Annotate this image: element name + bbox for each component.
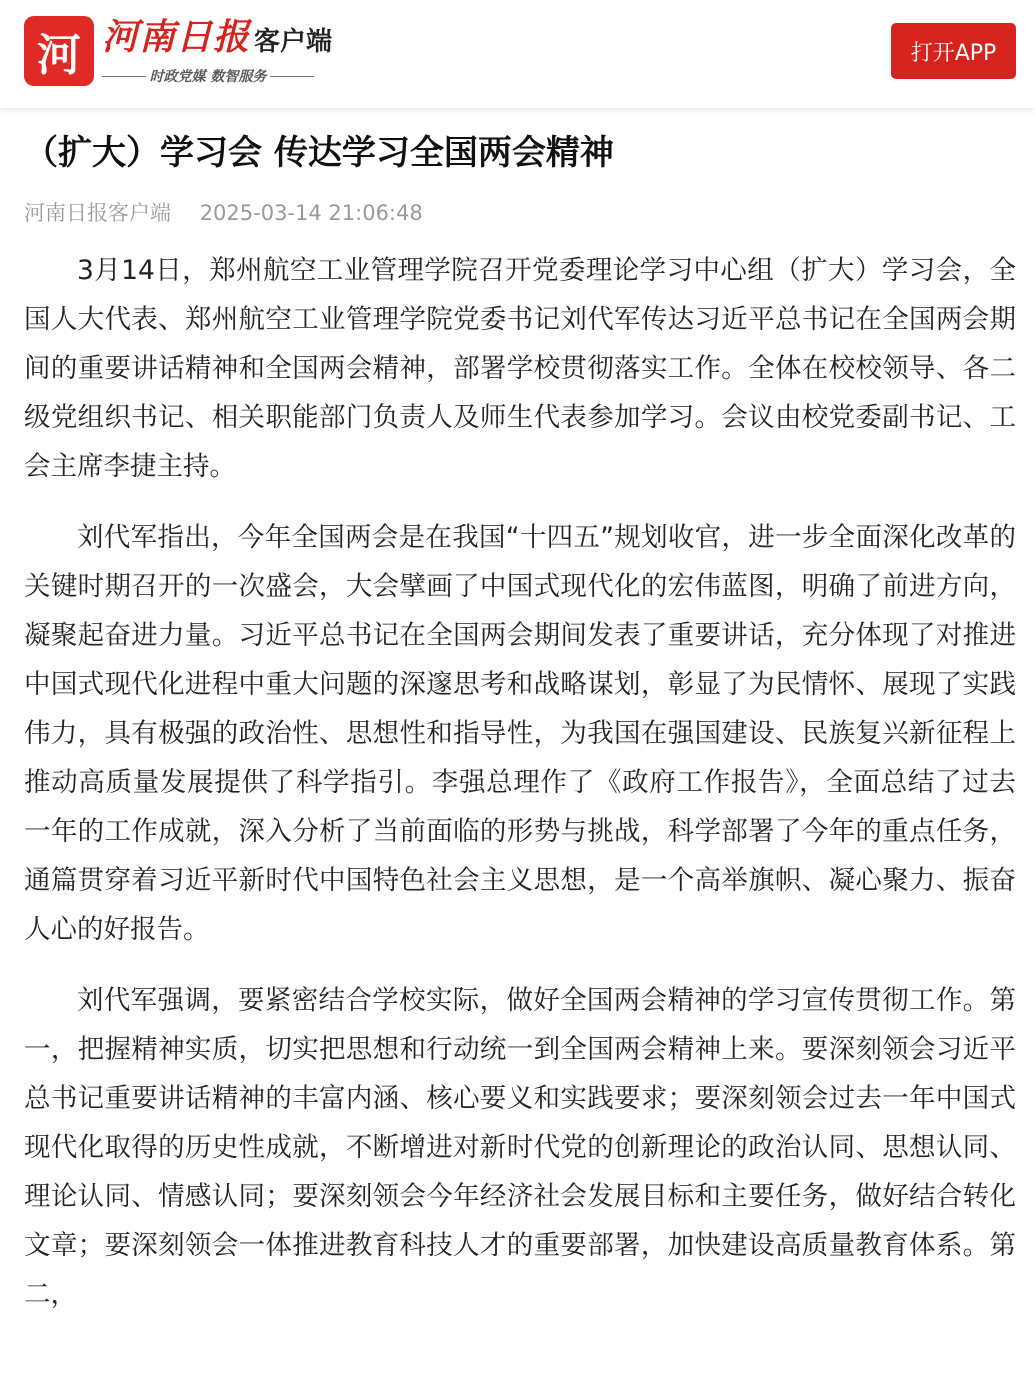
article-meta xyxy=(24,198,1016,228)
article-title: （扩大）学习会 传达学习全国两会精神 xyxy=(24,133,614,173)
open-app-button[interactable]: 打开APP xyxy=(891,23,1016,79)
article-paragraph: 刘代军指出，今年全国两会是在我国“十四五”规划收官，进一步全面深化改革的关键时期召开的一次盛会，大会擘画了中国式现代化的宏伟蓝图，明确了前进方向，凝聚起奋进力量。习近平总书记在全国两会期间发表了重要讲话，充分体现了对推进中国式现代化进程中重大问题的深邃思考和战略谋划，彰显了为民情怀、展现了实践伟力，具有极强的政治性、思想性和指导性，为我国在强国建设、民族复兴新征程上推动高质量发展提供了科学指引。李强总理作了《政府工作报告》，全面总结了过去一年的工作成就，深入分析了当前面临的形势与挑战，科学部署了今年的重点任务，通篇贯穿着习近平新时代中国特色社会主义思想，是一个高举旗帜、凝心聚力、振奋人心的好报告。 xyxy=(24,522,1016,945)
article-paragraph: 3月14日，郑州航空工业管理学院召开党委理论学习中心组（扩大）学习会，全国人大代表、郑州航空工业管理学院党委书记刘代军传达习近平总书记在全国两会期间的重要讲话精神和全国两会精神，部署学校贯彻落实工作。全体在校校领导、各二级党组织书记、相关职能部门负责人及师生代表参加学习。会议由校党委副书记、工会主席李捷主持。 xyxy=(24,255,1016,482)
logo-char: 河 xyxy=(37,30,81,81)
brand-name: 河南日报 xyxy=(102,16,251,58)
brand-slogan xyxy=(102,66,314,86)
article-source[interactable]: 河南日报客户端 xyxy=(24,201,171,225)
logo-icon[interactable] xyxy=(24,16,94,86)
article-time: 2025-03-14 21:06:48 xyxy=(199,201,423,225)
slogan-line-left xyxy=(102,76,146,77)
slogan-text: 时政党媒 数智服务 xyxy=(149,69,267,85)
brand-suffix: 客户端 xyxy=(254,27,333,57)
article xyxy=(24,108,1016,1319)
brand-title[interactable] xyxy=(102,16,333,60)
slogan-line-right xyxy=(270,76,314,77)
article-paragraph: 刘代军强调，要紧密结合学校实际，做好全国两会精神的学习宣传贯彻工作。第一，把握精神实质，切实把思想和行动统一到全国两会精神上来。要深刻领会习近平总书记重要讲话精神的丰富内涵、核心要义和实践要求；要深刻领会过去一年中国式现代化取得的历史性成就，不断增进对新时代党的创新理论的政治认同、思想认同、理论认同、情感认同；要深刻领会今年经济社会发展目标和主要任务，做好结合转化文章；要深刻领会一体推进教育科技人才的重要部署，加快建设高质量教育体系。第二， xyxy=(24,985,1016,1310)
top-header xyxy=(0,0,1035,108)
